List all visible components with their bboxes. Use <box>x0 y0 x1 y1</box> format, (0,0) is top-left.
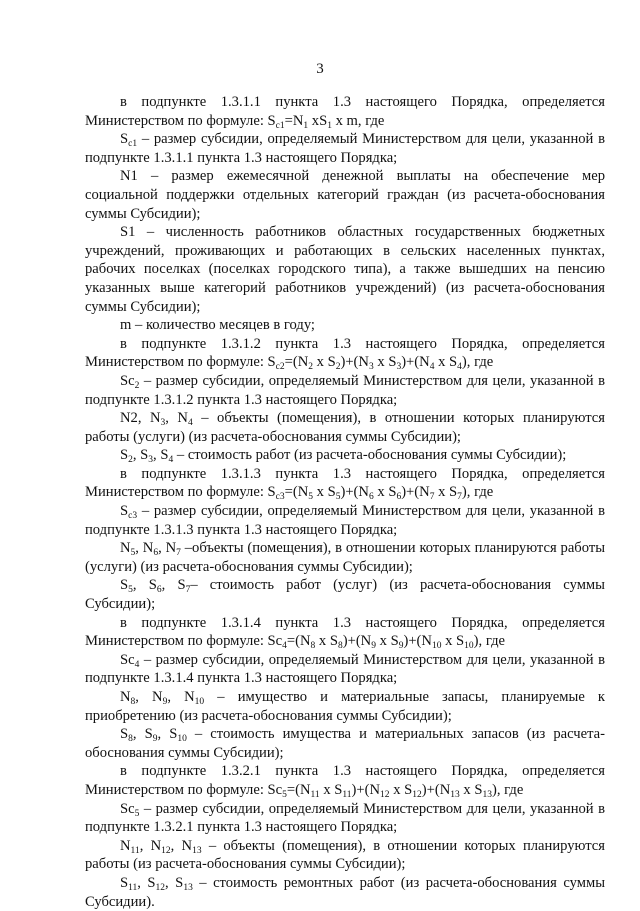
paragraph-sc3-definition: $S_{c3}$ – размер субсидии, определяемый Министерством для цели, указанной в подпункте 1.3.1.3 пункта 1.3 настоящего Порядка; <box>85 503 605 538</box>
paragraph-s1-definition: S1 – численность работников областных государственных бюджетных учреждений, проживающих и работающих в сельских населенных пунктах, рабочих поселках (поселках городского типа), а также вышедших на пенсию указанных выше категорий работников учреждений) (из расчета-обоснования суммы Субсидии); <box>85 224 605 315</box>
paragraph-sc4-definition: $Sc_4$ – размер субсидии, определяемый Министерством для цели, указанной в подпункте 1.3.1.4 пункта 1.3 настоящего Порядка; <box>85 651 605 687</box>
paragraph-formula-sc5: в подпункте 1.3.2.1 пункта 1.3 настоящего Порядка, определяется Министерством по формуле: $Sc_5=(N_{11}$ x $S_{11})+(N_{12}$ x $S_{12})+(N_{13}$ x $S_{13}$), где <box>85 763 605 800</box>
paragraph-sc1-definition: $S_{c1}$ – размер субсидии, определяемый Министерством для цели, указанной в подпункте 1.3.1.1 пункта 1.3 настоящего Порядка; <box>85 131 605 166</box>
paragraph-sc2-definition: $Sc_2$ – размер субсидии, определяемый Министерством для цели, указанной в подпункте 1.3.1.2 пункта 1.3 настоящего Порядка; <box>85 372 605 408</box>
paragraph-n8-n10-definition: $N_8$, $N_9$, $N_{10}$ – имущество и материальные запасы, планируемые к приобретению (из расчета-обоснования суммы Субсидии); <box>85 689 605 724</box>
paragraph-formula-sc1: в подпункте 1.3.1.1 пункта 1.3 настоящего Порядка, определяется Министерством по формуле: $S_{c1}=N_1$ $xS_1$ x m, где <box>85 94 605 131</box>
paragraph-formula-sc4: в подпункте 1.3.1.4 пункта 1.3 настоящего Порядка, определяется Министерством по формуле: $Sc_4=(N_8$ x $S_8)+(N_9$ x $S_9)+(N_{10}$ x $S_{10}$), где <box>85 614 605 652</box>
paragraph-s8-s10-definition: $S_8$, $S_9$, $S_{10}$ – стоимость имущества и материальных запасов (из расчета-обоснования суммы Субсидии); <box>85 726 605 761</box>
paragraph-n11-n13-definition: $N_{11}$, $N_{12}$, $N_{13}$ – объекты (помещения), в отношении которых планируются работы (из расчета-обоснования суммы Субсидии); <box>85 837 605 873</box>
document-body <box>85 93 605 911</box>
paragraph-m-definition: m – количество месяцев в году; <box>120 317 315 334</box>
paragraph-sc5-definition: $Sc_5$ – размер субсидии, определяемый Министерством для цели, указанной в подпункте 1.3.2.1 пункта 1.3 настоящего Порядка; <box>85 800 605 836</box>
page-number: 3 <box>316 61 324 77</box>
paragraph-n5-n7-definition: $N_5$, $N_6$, $N_7$ –объекты (помещения), в отношении которых планируются работы (услуги) (из расчета-обоснования суммы Субсидии); <box>85 540 606 575</box>
paragraph-n1-definition: N1 – размер ежемесячной денежной выплаты на обеспечение мер социальной поддержки отдельных категорий граждан (из расчета-обоснования суммы Субсидии); <box>85 168 605 222</box>
paragraph-formula-sc2: в подпункте 1.3.1.2 пункта 1.3 настоящего Порядка, определяется Министерством по формуле: $S_{c2}=(N_2$ x $S_2)+(N_3$ x $S_3)+(N_4$ x $S_4$), где <box>85 335 605 373</box>
paragraph-s11-s13-definition: $S_{11}$, $S_{12}$, $S_{13}$ – стоимость ремонтных работ (из расчета-обоснования суммы Субсидии). <box>85 874 606 910</box>
paragraph-s2-s4-definition: $S_2$, $S_3$, $S_4$ – стоимость работ (из расчета-обоснования суммы Субсидии); <box>120 447 567 466</box>
paragraph-formula-sc3: в подпункте 1.3.1.3 пункта 1.3 настоящего Порядка, определяется Министерством по формуле: $S_{c3}=(N_5$ x $S_5)+(N_6$ x $S_6)+(N_7$ x $S_7$), где <box>85 465 605 503</box>
paragraph-n2-n4-definition: N2, $N_3$, $N_4$ – объекты (помещения), в отношении которых планируются работы (услуги) (из расчета-обоснования суммы Субсидии); <box>85 410 605 445</box>
paragraph-s5-s7-definition: $S_5$, $S_6$, $S_7-$ стоимость работ (услуг) (из расчета-обоснования суммы Субсидии); <box>85 577 605 613</box>
